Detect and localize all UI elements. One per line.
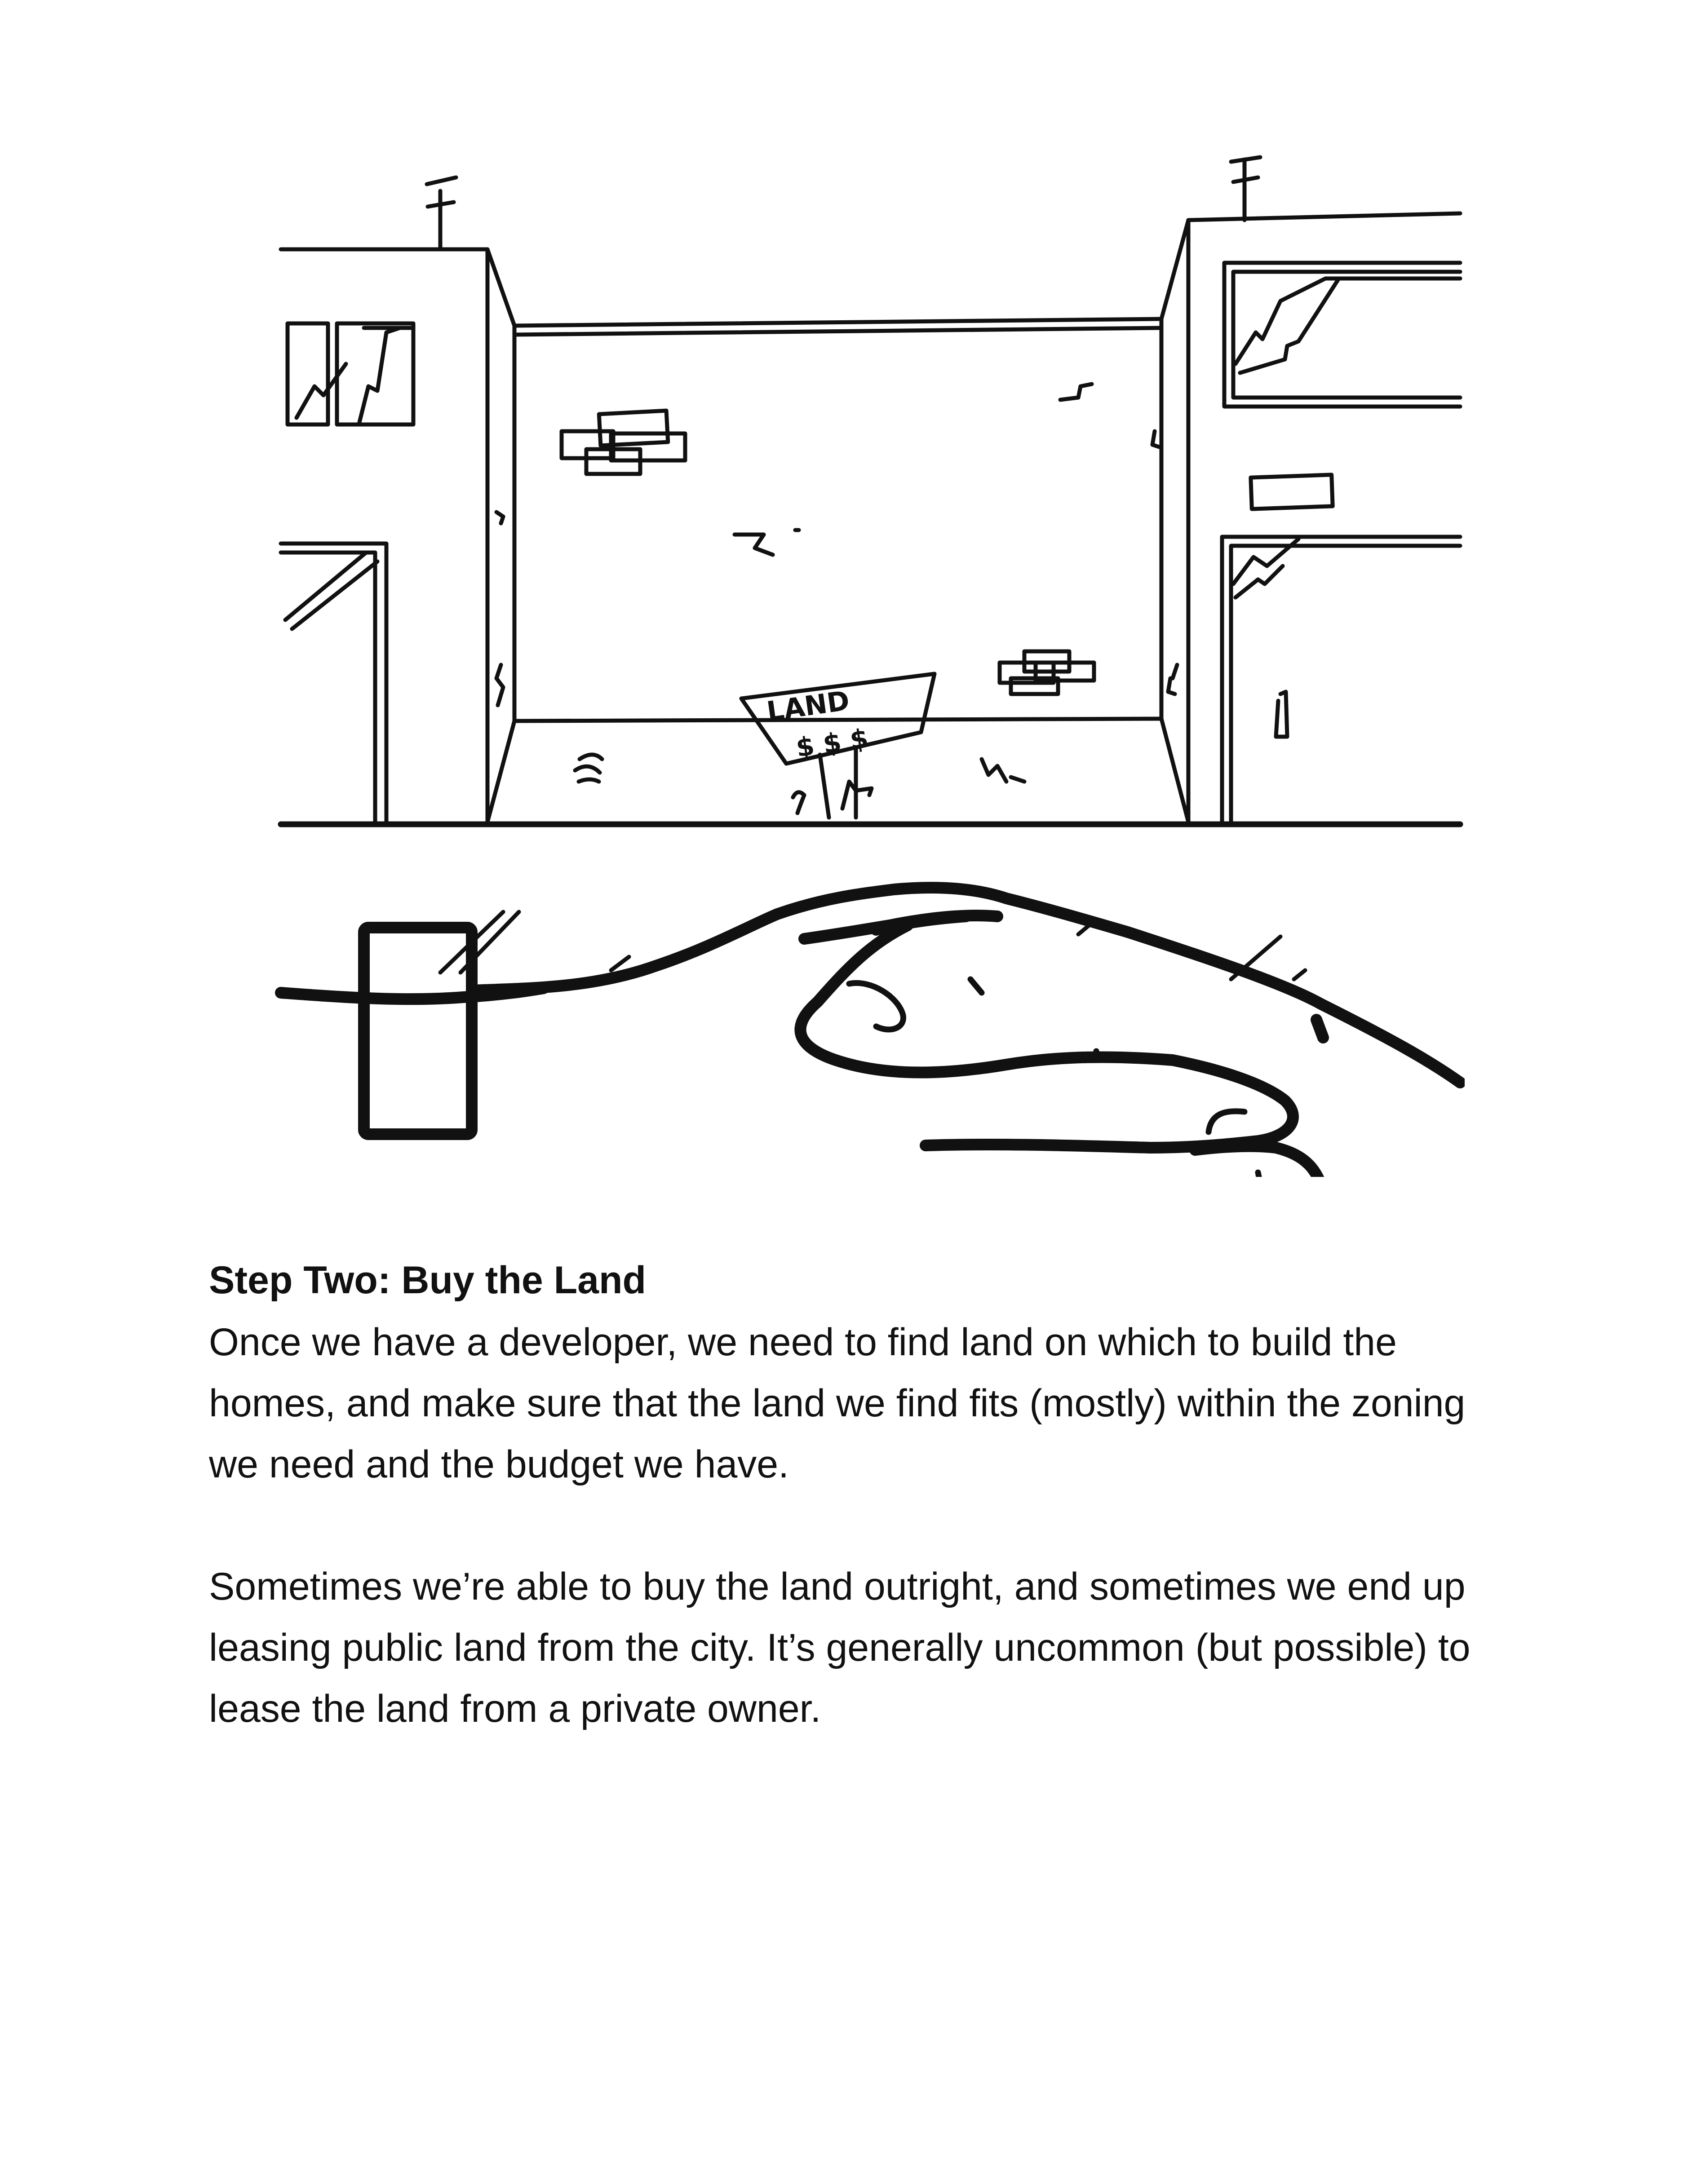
illustration-svg [252, 135, 1465, 1177]
land-sign [741, 674, 935, 818]
sign-dollar-text: $ $ $ [794, 723, 870, 763]
left-building [281, 177, 514, 822]
paragraph-gap [209, 1495, 1512, 1556]
text-block [209, 1249, 1512, 1739]
section-heading: Step Two: Buy the Land [209, 1259, 647, 1302]
right-building [1161, 157, 1460, 822]
vacant-lot-illustration [252, 135, 1465, 1177]
paragraph-2: Sometimes we’re able to buy the land outright, and sometimes we end up leasing public land from the city. It’s generally uncommon (but possible) to lease the land from a private owner. [209, 1565, 1471, 1730]
sign-land-text: LAND [765, 685, 851, 728]
paragraph-1: Once we have a developer, we need to find land on which to build the homes, and make sure that the land we find fits (mostly) within the zoning we need and the budget we have. [209, 1321, 1466, 1486]
hand-on-mouse [281, 888, 1460, 1177]
